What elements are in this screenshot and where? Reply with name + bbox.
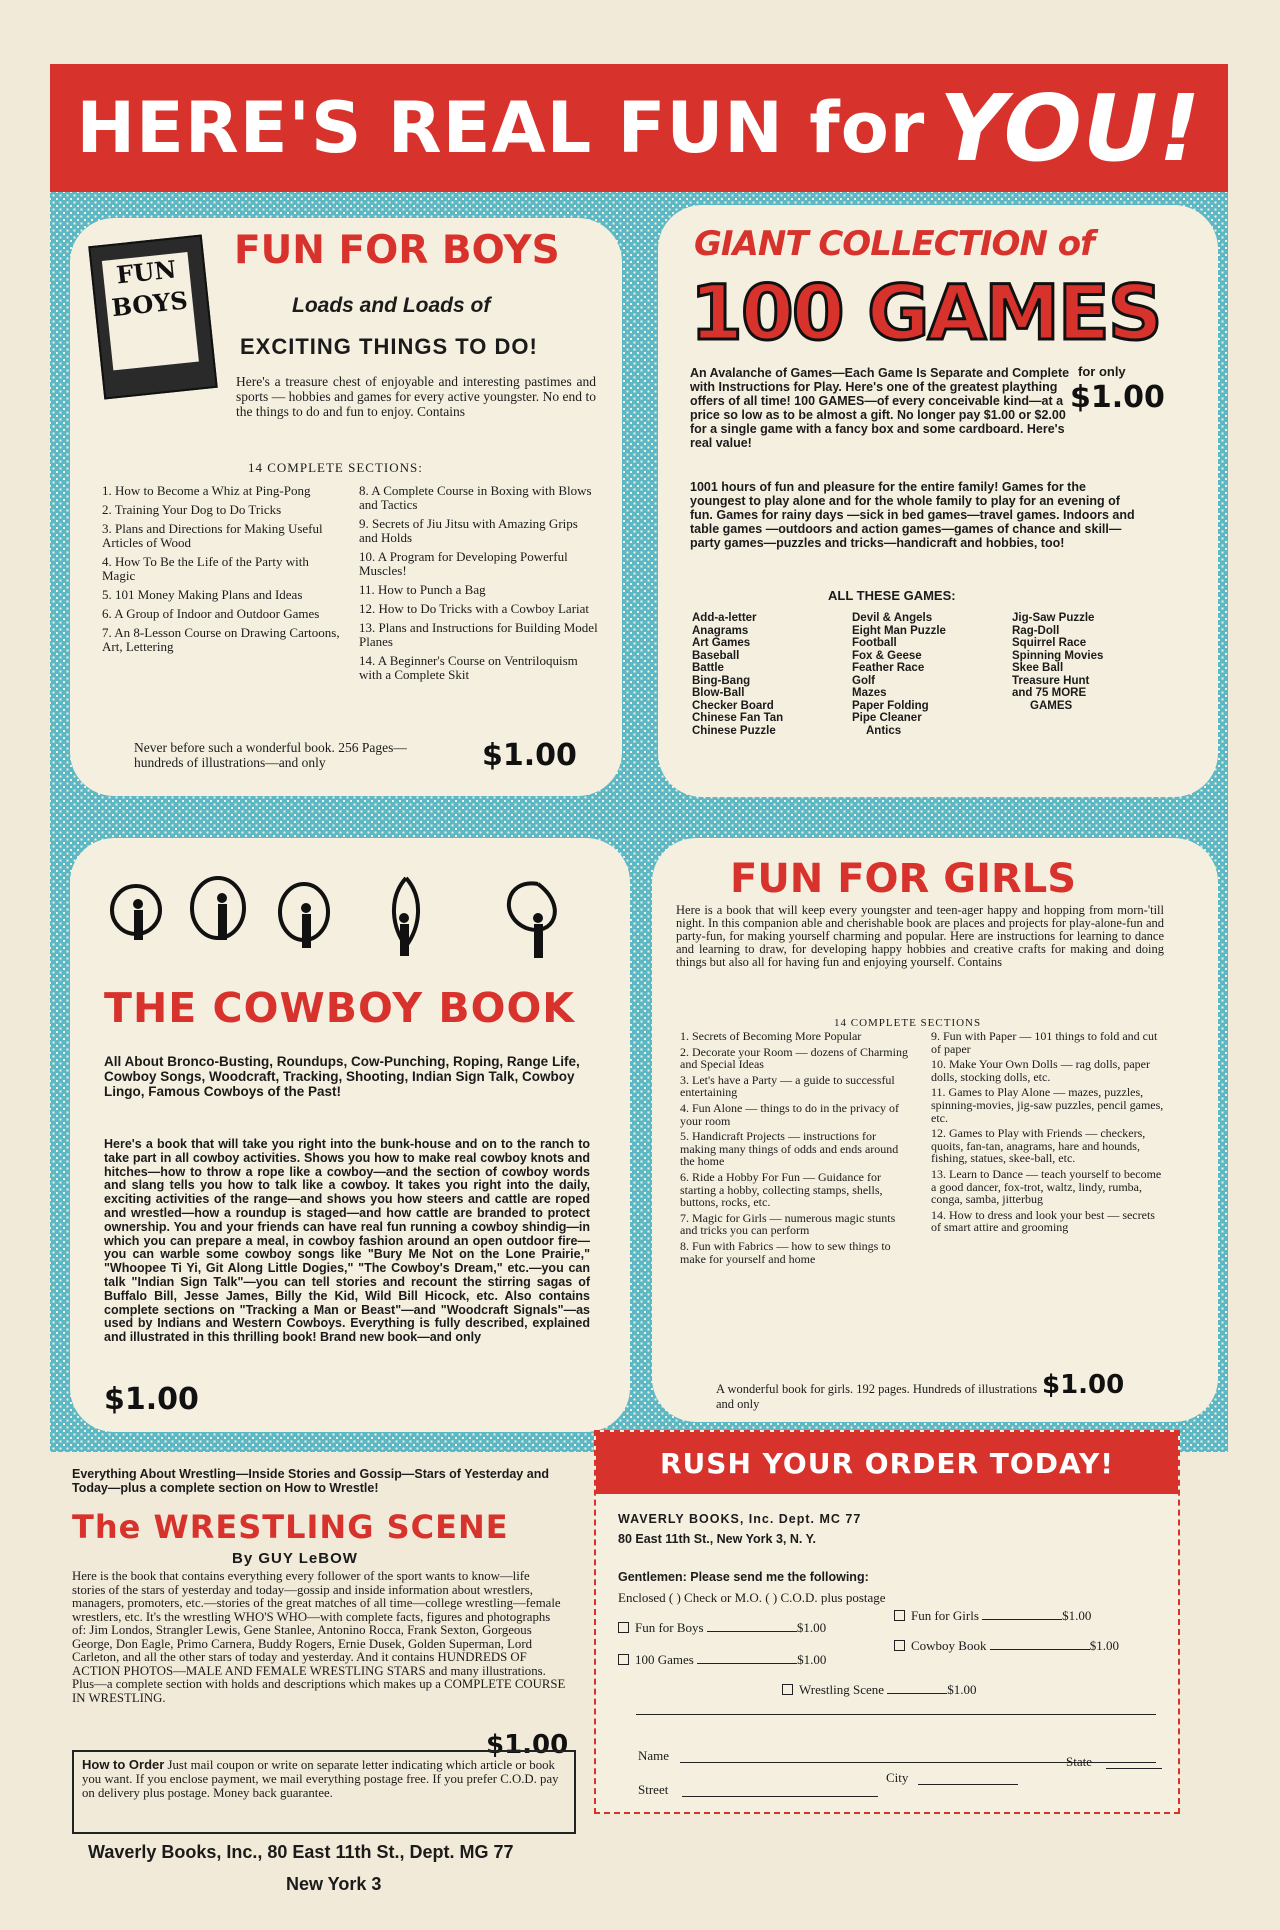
boys-tagline: EXCITING THINGS TO DO! [240, 334, 538, 359]
list-item: and 75 MORE [1012, 687, 1087, 699]
boys-sections-right [359, 484, 598, 687]
order-item-price: $1.00 [796, 1620, 827, 1635]
list-item: 10. Make Your Own Dolls — rag dolls, paper dolls, stocking dolls, etc. [931, 1057, 1150, 1084]
order-city-label: City [886, 1770, 909, 1785]
order-item-wrestling-scene[interactable] [782, 1682, 977, 1697]
order-item-fun-for-boys[interactable] [618, 1620, 826, 1635]
list-item: 11. How to Punch a Bag [359, 582, 486, 597]
cowboy-title: THE COWBOY BOOK [104, 984, 576, 1032]
list-item: Golf [852, 674, 875, 687]
list-item: GAMES [1030, 699, 1073, 712]
order-item-fun-for-girls[interactable] [894, 1608, 1091, 1623]
girls-closing: A wonderful book for girls. 192 pages. Hundreds of illustrations and only [716, 1382, 1038, 1411]
order-greeting: Gentlemen: Please send me the following: [618, 1570, 869, 1584]
footer-address: Waverly Books, Inc., 80 East 11th St., Dept. MG 77 [88, 1842, 514, 1862]
boys-sections-heading: 14 COMPLETE SECTIONS: [248, 460, 423, 475]
list-item: Devil & Angels [852, 612, 933, 624]
list-item: Spinning Movies [1012, 649, 1104, 662]
boys-subtitle: Loads and Loads of [292, 294, 491, 317]
games-col-3 [1012, 612, 1162, 737]
order-item-label: Wrestling Scene [799, 1682, 885, 1697]
order-address: 80 East 11th St., New York 3, N. Y. [618, 1532, 817, 1546]
wrestling-title-main: WRESTLING SCENE [153, 1508, 509, 1546]
order-heading: RUSH YOUR ORDER TODAY! [596, 1432, 1178, 1494]
order-item-100-games[interactable] [618, 1652, 826, 1667]
list-item: Skee Ball [1012, 662, 1064, 674]
list-item: 8. A Complete Course in Boxing with Blows and Tactics [359, 483, 592, 512]
list-item: 9. Fun with Paper — 101 things to fold and cut of paper [931, 1029, 1158, 1056]
checkbox[interactable] [782, 1684, 793, 1695]
list-item: 10. A Program for Developing Powerful Muscles! [359, 549, 568, 578]
list-item: Treasure Hunt [1012, 674, 1090, 687]
cowboy-lead: All About Bronco-Busting, Roundups, Cow-Punching, Roping, Range Life, Cowboy Songs, Woodcraft, Tracking, Shooting, Indian Sign Talk, Cowboy Lingo, Famous Cowboys of the Past! [104, 1054, 580, 1099]
order-item-price: $1.00 [947, 1682, 977, 1697]
list-item: Battle [692, 662, 724, 674]
list-item: Add-a-letter [692, 612, 757, 624]
games-list-heading: ALL THESE GAMES: [828, 588, 956, 603]
games-title-line1: GIANT COLLECTION of [694, 224, 1094, 264]
list-item: Mazes [852, 687, 887, 699]
order-state-label: State [1066, 1754, 1092, 1769]
list-item: 13. Learn to Dance — teach yourself to become a good dancer, fox-trot, waltz, lindy, rumba, conga, samba, jitterbug [931, 1166, 1162, 1207]
list-item: Squirrel Race [1012, 637, 1087, 649]
games-price: $1.00 [1070, 380, 1165, 415]
girls-price: $1.00 [1042, 1370, 1125, 1400]
order-city-field[interactable] [918, 1784, 1018, 1785]
list-item: 5. 101 Money Making Plans and Ideas [102, 587, 303, 602]
order-coupon [594, 1430, 1180, 1814]
games-col-2 [852, 612, 1002, 737]
list-item: Bing-Bang [692, 674, 751, 687]
how-to-order-text [82, 1758, 566, 1800]
list-item: 6. Ride a Hobby For Fun — Guidance for starting a hobby, collecting stamps, shells, buttons, rocks, etc. [680, 1169, 883, 1210]
order-blank-line [636, 1714, 1156, 1715]
how-to-order-body: Just mail coupon or write on separate letter indicating which article or book you want. If you enclose payment, we mail everything postage free. If you prefer C.O.D. pay on delivery plus postage. Money back guarantee. [82, 1758, 559, 1800]
girls-title: FUN FOR GIRLS [730, 856, 1077, 902]
banner-emphasis: YOU! [939, 74, 1202, 182]
list-item: 7. Magic for Girls — numerous magic stunts and tricks you can perform [680, 1210, 896, 1238]
order-item-label: 100 Games [635, 1652, 694, 1667]
list-item: 9. Secrets of Jiu Jitsu with Amazing Grips and Holds [359, 516, 578, 545]
girls-sections-heading: 14 COMPLETE SECTIONS [834, 1017, 982, 1029]
girls-sections-left [680, 1030, 913, 1268]
list-item: Feather Race [852, 662, 925, 674]
top-banner [50, 64, 1228, 192]
wrestling-price: $1.00 [486, 1730, 569, 1760]
checkbox[interactable] [894, 1640, 905, 1651]
list-item: Checker Board [692, 699, 774, 712]
list-item: Blow-Ball [692, 687, 745, 699]
list-item: Eight Man Puzzle [852, 624, 946, 637]
order-item-price: $1.00 [1089, 1638, 1119, 1653]
list-item: Paper Folding [852, 699, 929, 712]
list-item: 6. A Group of Indoor and Outdoor Games [102, 606, 320, 621]
list-item: Chinese Fan Tan [692, 712, 784, 724]
wrestling-body: Here is the book that contains everything every follower of the sport wants to know—life stories of the stars of yesterday and today—gossip and inside information about wrestlers, managers, promoters, etc.—stories of the great matches of all time—college wrestling—female wrestlers, etc. It's the wrestling WHO'S WHO—with complete facts, figures and photographs of: Jim Londos, Strangler Lewis, Gene Stanlee, Antonino Rocca, Frank Sexton, Gorgeous George, Don Eagle, Primo Carnera, Buddy Rogers, Ernie Dusek, Golden Superman, Lord Carleton, and all the other stars of today and yesterday. And it contains HUNDREDS OF ACTION PHOTOS—MALE AND FEMALE WRESTLING STARS and many illustrations. Plus—a complete section with holds and descriptions which makes up a COMPLETE COURSE IN WRESTLING. [72, 1569, 566, 1705]
games-price-label: for only [1078, 364, 1126, 379]
list-item: Chinese Puzzle [692, 724, 776, 737]
list-item: Football [852, 637, 897, 649]
wrestling-title-prefix: The [72, 1508, 142, 1546]
order-item-price: $1.00 [1062, 1608, 1092, 1623]
list-item: 11. Games to Play Alone — mazes, puzzles, spinning-movies, jig-saw puzzles, pencil games, etc. [931, 1085, 1164, 1125]
games-intro: An Avalanche of Games—Each Game Is Separate and Complete with Instructions for Play. Here's one of the greatest plaything offers of all time! 100 GAMES—of every conceivable kind—at a price so low as to be almost a gift. No longer pay $1.00 or $2.00 for a single game with a fancy box and some cardboard. Here's real value! [690, 366, 1070, 450]
girls-sections-right [931, 1030, 1164, 1268]
games-title-line2: 100 GAMES [690, 268, 1161, 357]
order-street-field[interactable] [682, 1796, 878, 1797]
cowboy-body: Here's a book that will take you right into the bunk-house and on to the ranch to take part in all cowboy activities. Shows you how to make real cowboy knots and hitches—how to throw a rope like a cowboy—and the section of cowboy words and slang tells you how to talk like a cowboy. It takes you right into the daily, exciting activities of the range—and shows you how steers and cattle are roped and wrestled—how a roundup is staged—and how cattle are branded to protect ownership. You and your friends can have real fun running a cowboy shindig—in which you can prepare a meal, in cowboy fashion around an open outdoor fire—you can warble some cowboy songs like "Bury Me Not on the Lone Prairie," "Whoopee Ti Yi, Git Along Little Dogies," "The Cowboy's Dream," etc.—you can talk "Indian Sign Talk"—you can tell stories and recount the stirring sagas of Buffalo Bill, Jesse James, Billy the Kid, Wild Bill Hicock, etc. Also contains complete sections on "Tracking a Man or Beast"—and "Woodcraft Signals"—as used by Indians and Western Cowboys. Everything is fully described, explained and illustrated in this thrilling book! Brand new book—and only [104, 1137, 590, 1345]
list-item: Art Games [692, 637, 751, 649]
checkbox[interactable] [894, 1610, 905, 1621]
list-item: 14. A Beginner's Course on Ventriloquism with a Complete Skit [359, 653, 578, 682]
girls-intro: Here is a book that will keep every youngster and teen-ager happy and hopping from morn-'till night. In this companion able and cherishable book are places and projects for play-alone-fun and party-fun, for making yourself charming and popular. Here are instructions for learning to dance and learning to draw, for developing happy hobbies and creative crafts for making and doing things but also all for having fun and enjoying yourself. Contains [676, 903, 1164, 969]
order-item-label: Fun for Girls [911, 1608, 979, 1623]
list-item: Anagrams [692, 624, 749, 637]
list-item: 12. How to Do Tricks with a Cowboy Lariat [359, 601, 590, 616]
boys-intro: Here's a treasure chest of enjoyable and interesting pastimes and sports — hobbies and games for every active youngster. No end to the things to do and fun to enjoy. Contains [236, 374, 596, 419]
order-item-price: $1.00 [797, 1652, 827, 1667]
boys-sections-left [102, 484, 341, 687]
checkbox[interactable] [618, 1622, 629, 1633]
order-item-label: Cowboy Book [911, 1638, 987, 1653]
games-body: 1001 hours of fun and pleasure for the entire family! Games for the youngest to play alone and for the whole family to play for an evening of fun. Games for rainy days —sick in bed games—travel games. Indoors and table games —outdoors and action games—games of chance and skill— party games—puzzles and tricks—handicraft and hobbies, too! [690, 480, 1135, 550]
list-item: 8. Fun with Fabrics — how to sew things to make for yourself and home [680, 1238, 891, 1266]
boys-title: FUN FOR BOYS [234, 228, 560, 273]
list-item: 3. Let's have a Party — a guide to successful entertaining [680, 1072, 895, 1100]
list-item: 12. Games to Play with Friends — checkers, quoits, fan-tan, anagrams, hare and hounds, fishing, statues, skee-ball, etc. [931, 1126, 1146, 1166]
order-enclosed: Enclosed ( ) Check or M.O. ( ) C.O.D. plus postage [618, 1590, 886, 1605]
order-name-label: Name [638, 1748, 670, 1763]
wrestling-author: By GUY LeBOW [232, 1550, 358, 1567]
cowboy-price: $1.00 [104, 1382, 199, 1417]
list-item: 4. How To Be the Life of the Party with Magic [102, 554, 309, 583]
list-item: 5. Handicraft Projects — instructions for making many things of odds and ends around the home [680, 1129, 899, 1169]
list-item: 1. Secrets of Becoming More Popular [680, 1029, 862, 1043]
how-to-order-box [72, 1750, 576, 1834]
games-col-1 [692, 612, 842, 737]
list-item: 2. Training Your Dog to Do Tricks [102, 502, 282, 517]
girls-sections [680, 1030, 1164, 1268]
boys-sections [102, 484, 598, 687]
boys-closing: Never before such a wonderful book. 256 Pages—hundreds of illustrations—and only [134, 740, 407, 770]
list-item: Rag-Doll [1012, 624, 1060, 637]
footer-city: New York 3 [286, 1874, 382, 1894]
banner-title: HERE'S REAL FUN for [76, 87, 926, 169]
list-item: Antics [866, 724, 902, 737]
list-item: Jig-Saw Puzzle [1012, 612, 1095, 624]
wrestling-title [72, 1508, 509, 1546]
games-list [692, 612, 1162, 737]
list-item: Pipe Cleaner [852, 712, 922, 724]
how-to-order-label: How to Order [82, 1757, 165, 1772]
order-company: WAVERLY BOOKS, Inc. Dept. MC 77 [618, 1512, 862, 1526]
boys-price: $1.00 [482, 738, 577, 773]
list-item: 14. How to dress and look your best — secrets of smart attire and grooming [931, 1207, 1155, 1235]
wrestling-lead: Everything About Wrestling—Inside Stories and Gossip—Stars of Yesterday and Today—plus a complete section on How to Wrestle! [72, 1467, 549, 1495]
list-item: Fox & Geese [852, 649, 922, 662]
list-item: 4. Fun Alone — things to do in the privacy of your room [680, 1100, 899, 1128]
list-item: 7. An 8-Lesson Course on Drawing Cartoons, Art, Lettering [102, 625, 340, 654]
list-item: 1. How to Become a Whiz at Ping-Pong [102, 483, 311, 498]
list-item: 3. Plans and Directions for Making Useful Articles of Wood [102, 521, 323, 550]
list-item: Baseball [692, 649, 740, 662]
book-cover-label: FUN BOYS [102, 252, 199, 370]
order-item-label: Fun for Boys [635, 1620, 704, 1635]
order-state-field[interactable] [1106, 1768, 1162, 1769]
order-street-label: Street [638, 1782, 669, 1797]
list-item: 13. Plans and Instructions for Building Model Planes [359, 620, 598, 649]
checkbox[interactable] [618, 1654, 629, 1665]
book-illustration [88, 234, 217, 399]
cowboy-lasso-figures [106, 868, 586, 968]
list-item: 2. Decorate your Room — dozens of Charming and Special Ideas [680, 1044, 908, 1072]
order-item-cowboy-book[interactable] [894, 1638, 1119, 1653]
